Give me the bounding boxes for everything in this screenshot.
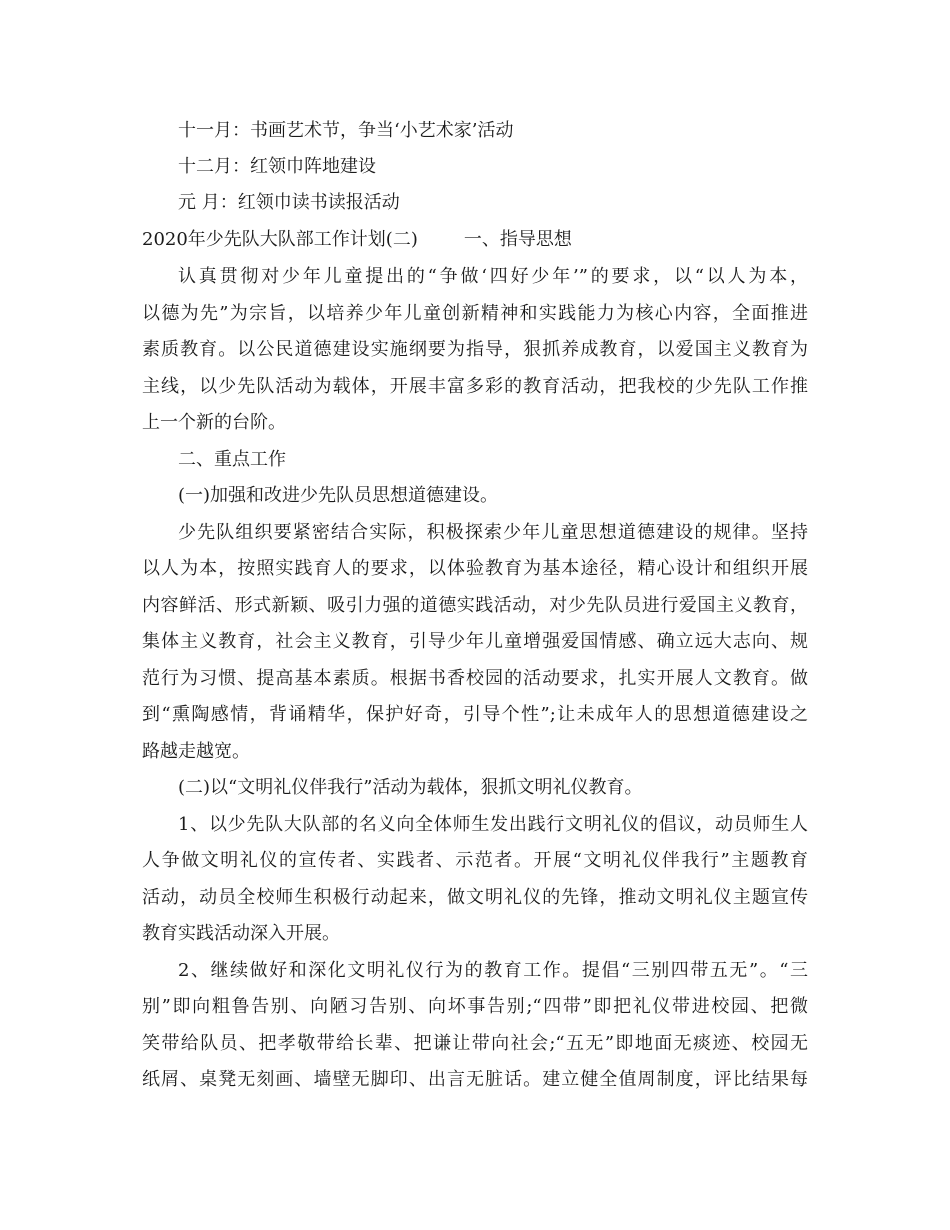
paragraph-line: 2、继续做好和深化文明礼仪行为的教育工作。提倡“三别四带五无”。“三 xyxy=(178,960,808,981)
schedule-december: 十二月：红领巾阵地建设 xyxy=(178,156,376,177)
section-1-heading: 一、指导思想 xyxy=(463,229,572,250)
paragraph-line: 以人为本，按照实践育人的要求，以体验教育为基本途径，精心设计和组织开展 xyxy=(142,558,808,579)
paragraph-line: 到“熏陶感情，背诵精华，保护好奇，引导个性”;让未成年人的思想道德建设之 xyxy=(142,704,808,725)
paragraph-line: 范行为习惯、提高基本素质。根据书香校园的活动要求，扎实开展人文教育。做 xyxy=(142,668,808,689)
paragraph-line: 纸屑、桌凳无刻画、墙壁无脚印、出言无脏话。建立健全值周制度，评比结果每 xyxy=(142,1069,808,1090)
paragraph-line: 教育实践活动深入开展。 xyxy=(142,923,340,944)
paragraph-line: 路越走越宽。 xyxy=(142,741,250,762)
paragraph-line: 认真贯彻对少年儿童提出的“争做‘四好少年’”的要求，以“以人为本， xyxy=(178,266,808,287)
paragraph-line: 集体主义教育，社会主义教育，引导少年儿童增强爱国情感、确立远大志向、规 xyxy=(142,631,808,652)
plan-title-row xyxy=(142,228,572,252)
paragraph-line: 1、以少先队大队部的名义向全体师生发出践行文明礼仪的倡议，动员师生人 xyxy=(178,814,808,835)
paragraph-line: 主线，以少先队活动为载体，开展丰富多彩的教育活动，把我校的少先队工作推 xyxy=(142,376,808,397)
paragraph-line: 上一个新的台阶。 xyxy=(142,412,286,433)
paragraph-line: 素质教育。以公民道德建设实施纲要为指导，狠抓养成教育，以爱国主义教育为 xyxy=(142,339,808,360)
paragraph-line: 人争做文明礼仪的宣传者、实践者、示范者。开展“文明礼仪伴我行”主题教育 xyxy=(142,850,808,871)
paragraph-line: 别”即向粗鲁告别、向陋习告别、向坏事告别;“四带”即把礼仪带进校园、把微 xyxy=(142,996,808,1017)
plan-title: 2020年少先队大队部工作计划(二) xyxy=(142,229,418,250)
schedule-november: 十一月：书画艺术节，争当‘小艺术家’活动 xyxy=(178,120,514,141)
schedule-january: 元 月：红领巾读书读报活动 xyxy=(178,192,400,213)
paragraph-line: 以德为先”为宗旨，以培养少年儿童创新精神和实践能力为核心内容，全面推进 xyxy=(142,303,808,324)
subsection-2-heading: (二)以“文明礼仪伴我行”活动为载体，狠抓文明礼仪教育。 xyxy=(178,777,643,798)
section-2-heading: 二、重点工作 xyxy=(178,449,286,470)
subsection-1-heading: (一)加强和改进少先队员思想道德建设。 xyxy=(178,485,499,506)
paragraph-line: 笑带给队员、把孝敬带给长辈、把谦让带向社会;“五无”即地面无痰迹、校园无 xyxy=(142,1033,808,1054)
paragraph-line: 内容鲜活、形式新颖、吸引力强的道德实践活动，对少先队员进行爱国主义教育， xyxy=(142,595,808,616)
paragraph-line: 活动，动员全校师生积极行动起来，做文明礼仪的先锋，推动文明礼仪主题宣传 xyxy=(142,887,808,908)
paragraph-line: 少先队组织要紧密结合实际，积极探索少年儿童思想道德建设的规律。坚持 xyxy=(178,522,808,543)
